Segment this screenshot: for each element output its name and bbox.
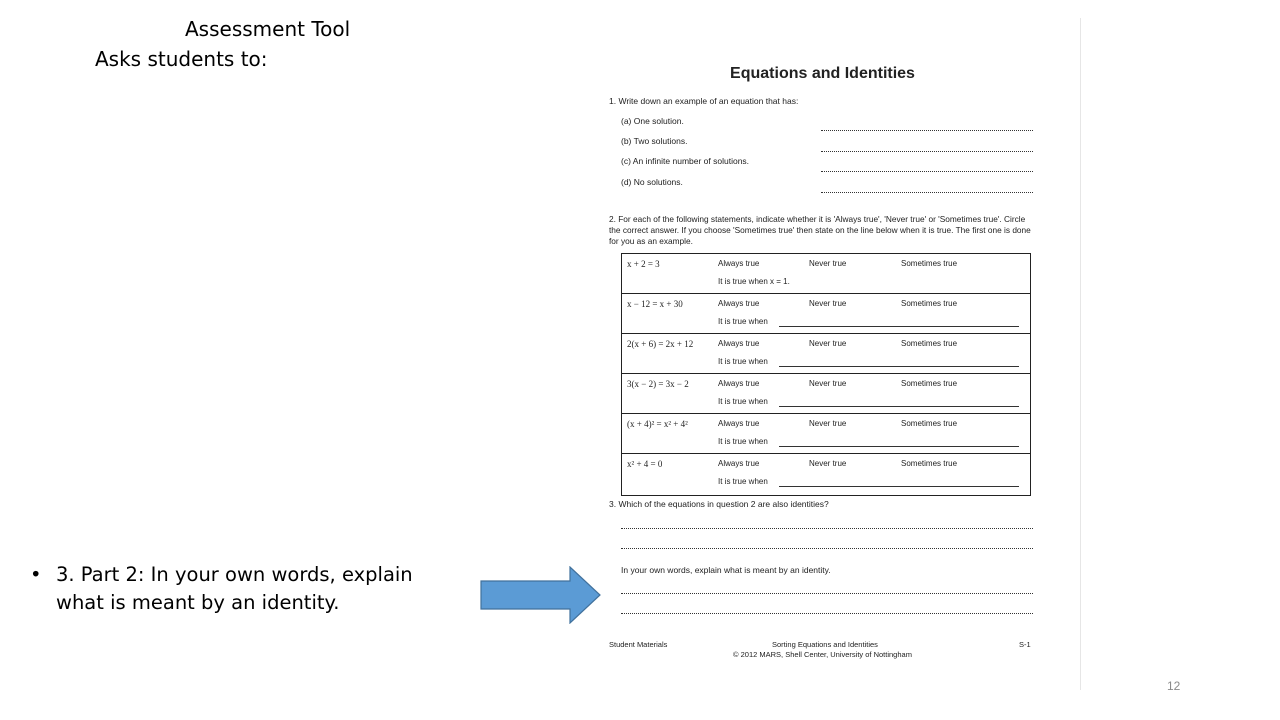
question-1b: (b) Two solutions. [621, 136, 688, 146]
sometimes-true-option: Sometimes true [901, 459, 958, 468]
slide-title: Assessment Tool [185, 17, 351, 41]
always-true-option: Always true [718, 379, 760, 388]
table-row [622, 454, 1030, 494]
question-3-prompt: 3. Which of the equations in question 2 are also identities? [609, 499, 829, 509]
bullet-item [30, 561, 430, 617]
answer-line [779, 406, 1019, 407]
never-true-option: Never true [809, 259, 847, 268]
footer-center: Sorting Equations and Identities [772, 640, 878, 649]
question-1a: (a) One solution. [621, 116, 684, 126]
worksheet-title: Equations and Identities [730, 65, 915, 82]
question-1-prompt: 1. Write down an example of an equation that has: [609, 96, 799, 106]
answer-line [821, 171, 1033, 172]
answer-line [779, 446, 1019, 447]
never-true-option: Never true [809, 419, 847, 428]
always-true-option: Always true [718, 299, 760, 308]
example-answer: It is true when x = 1. [718, 277, 790, 286]
never-true-option: Never true [809, 459, 847, 468]
true-when-label: It is true when [718, 357, 768, 366]
answer-line [621, 548, 1033, 549]
arrow-shape [481, 567, 600, 623]
equation: x − 12 = x + 30 [627, 299, 683, 309]
answer-line [779, 326, 1019, 327]
always-true-option: Always true [718, 459, 760, 468]
equation: x + 2 = 3 [627, 259, 660, 269]
answer-line [779, 366, 1019, 367]
always-true-option: Always true [718, 259, 760, 268]
answer-line [621, 593, 1033, 594]
answer-line [621, 613, 1033, 614]
worksheet-image [600, 60, 1045, 665]
question-3-part-2: In your own words, explain what is meant by an identity. [621, 565, 831, 575]
answer-line [821, 151, 1033, 152]
always-true-option: Always true [718, 339, 760, 348]
bullet-text: 3. Part 2: In your own words, explain what is meant by an identity. [56, 563, 413, 614]
equation: 2(x + 6) = 2x + 12 [627, 339, 694, 349]
slide-subtitle: Asks students to: [95, 47, 268, 71]
question-1c: (c) An infinite number of solutions. [621, 156, 750, 166]
question-2-prompt: 2. For each of the following statements, indicate whether it is 'Always true', 'Never true' or 'Sometimes true'. Circle the correct answer. If you choose 'Sometimes true' then state on the line below when it is true. The first one is done for you as an example. [609, 214, 1031, 246]
true-when-label: It is true when [718, 317, 768, 326]
always-true-option: Always true [718, 419, 760, 428]
content-divider [1080, 18, 1081, 690]
question-1d: (d) No solutions. [621, 177, 683, 187]
table-row [622, 374, 1030, 414]
footer-right: S-1 [1019, 640, 1031, 649]
table-row [622, 414, 1030, 454]
equation: 3(x − 2) = 3x − 2 [627, 379, 689, 389]
sometimes-true-option: Sometimes true [901, 299, 958, 308]
table-row [622, 254, 1030, 294]
bullet-marker: • [30, 563, 42, 586]
true-when-label: It is true when [718, 437, 768, 446]
footer-left: Student Materials [609, 640, 668, 649]
right-arrow-icon [480, 566, 602, 624]
answer-line [821, 192, 1033, 193]
equation: x² + 4 = 0 [627, 459, 663, 469]
answer-line [779, 486, 1019, 487]
answer-line [821, 130, 1033, 131]
footer-copyright: © 2012 MARS, Shell Center, University of Nottingham [733, 650, 912, 659]
true-when-label: It is true when [718, 477, 768, 486]
table-row [622, 334, 1030, 374]
sometimes-true-option: Sometimes true [901, 259, 958, 268]
statements-table [621, 253, 1031, 496]
true-when-label: It is true when [718, 397, 768, 406]
sometimes-true-option: Sometimes true [901, 339, 958, 348]
table-row [622, 294, 1030, 334]
never-true-option: Never true [809, 339, 847, 348]
never-true-option: Never true [809, 379, 847, 388]
never-true-option: Never true [809, 299, 847, 308]
answer-line [621, 528, 1033, 529]
page-number: 12 [1167, 679, 1181, 693]
equation: (x + 4)² = x² + 4² [627, 419, 688, 429]
sometimes-true-option: Sometimes true [901, 419, 958, 428]
sometimes-true-option: Sometimes true [901, 379, 958, 388]
